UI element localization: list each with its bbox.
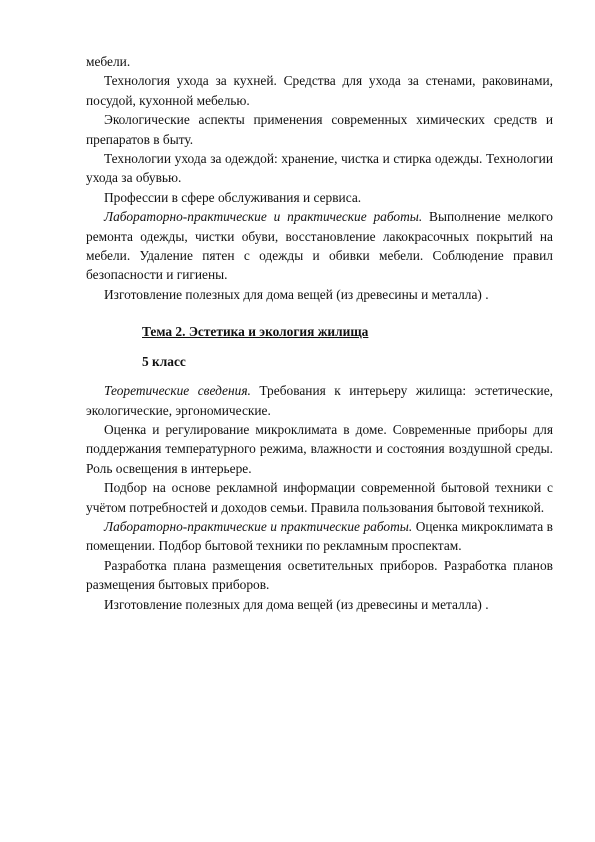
paragraph-appliances: Подбор на основе рекламной информации современной бытовой техники с учётом потребностей и доходов семьи. Правила пользования бытовой техникой. (86, 480, 553, 515)
practical-works-text: Выполнение мелкого ремонта одежды, чистки обуви, восстановление лакокрасочных покрытий на мебели. Удаление пятен с одежды и обивки мебели. Соблюдение правил безопасности и гигиены. (86, 209, 553, 283)
paragraph-kitchen-care: Технология ухода за кухней. Средства для ухода за стенами, раковинами, посудой, кухонной мебелью. (86, 73, 553, 108)
paragraph-continuation: мебели. (86, 54, 131, 69)
section-spacer (86, 304, 553, 322)
practical-works-label: Лабораторно-практические и практические работы. (104, 209, 423, 225)
grade-label: 5 класс (142, 353, 186, 369)
grade-spacer (86, 371, 553, 381)
paragraph-clothing-care: Технологии ухода за одеждой: хранение, чистка и стирка одежды. Технологии ухода за обувью. (86, 151, 553, 186)
theory-label: Теоретические сведения. (104, 383, 251, 399)
paragraph-making-items-1: Изготовление полезных для дома вещей (из древесины и металла) . (104, 286, 489, 302)
paragraph-ecology-chemicals: Экологические аспекты применения современных химических средств и препаратов в быту. (86, 112, 553, 147)
practical-works-label-2: Лабораторно-практические и практические работы. (104, 518, 413, 534)
paragraph-making-items-2: Изготовление полезных для дома вещей (из древесины и металла) . (104, 596, 489, 612)
practical-works-text-2: Оценка микроклимата в помещении. Подбор бытовой техники по рекламным проспектам. (86, 518, 553, 554)
section-title: Тема 2. Эстетика и экология жилища (142, 324, 369, 340)
paragraph-microclimate: Оценка и регулирование микроклимата в доме. Современные приборы для поддержания температурного режима, влажности и состояния воздушной среды. Роль освещения в интерьере. (86, 421, 553, 476)
theory-text: Требования к интерьеру жилища: эстетические, экологические, эргономические. (86, 383, 553, 418)
paragraph-professions: Профессии в сфере обслуживания и сервиса. (104, 189, 362, 205)
heading-spacer (86, 342, 553, 352)
paragraph-theory (86, 381, 553, 420)
paragraph-practical-works-1 (86, 207, 553, 285)
paragraph-practical-works-2 (86, 517, 553, 556)
paragraph-lighting-plan: Разработка плана размещения осветительных приборов. Разработка планов размещения бытовых приборов. (86, 557, 553, 593)
